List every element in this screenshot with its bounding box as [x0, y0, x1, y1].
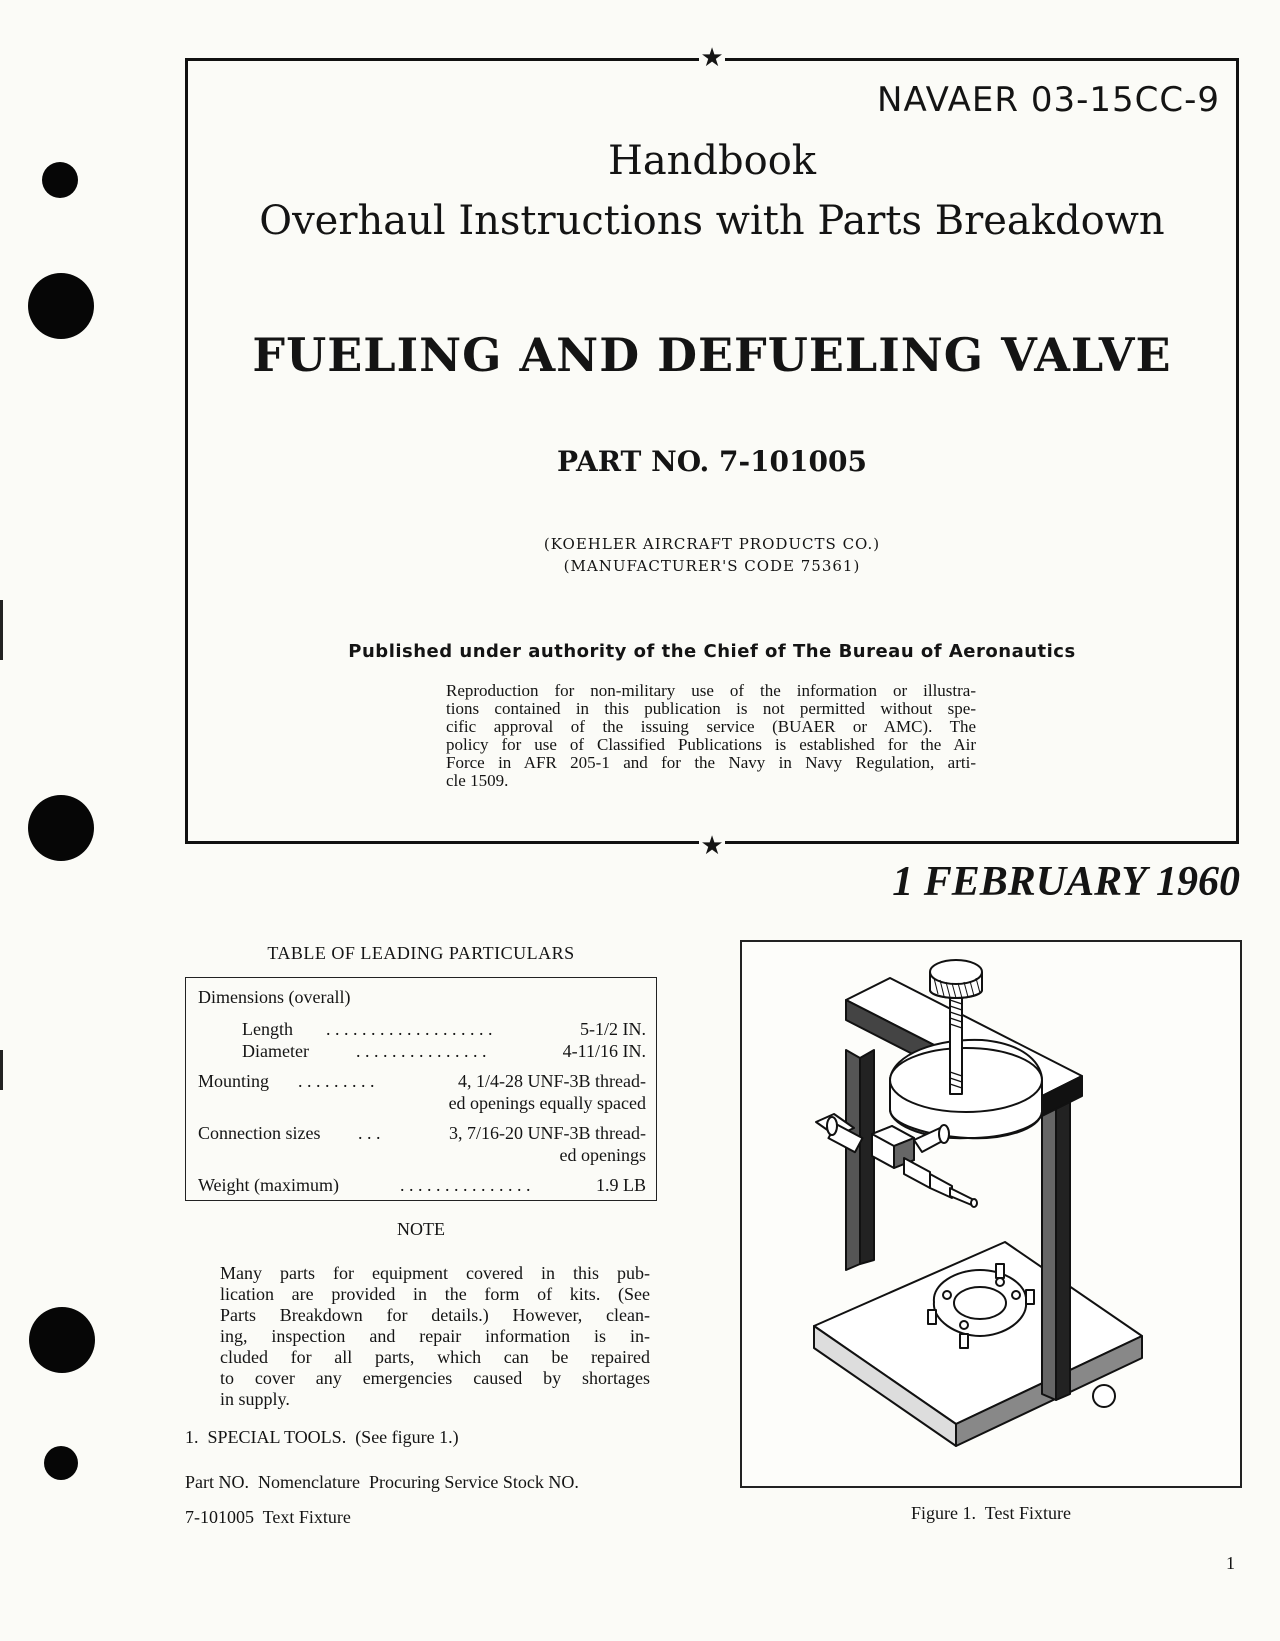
page-edge-mark [0, 1050, 3, 1090]
note-heading: NOTE [397, 1219, 445, 1239]
note-line: Many parts for equipment covered in this pub- [220, 1263, 650, 1283]
note-line: lication are provided in the form of kits. (See [220, 1284, 650, 1304]
document-title: FUELING AND DEFUELING VALVE [252, 328, 1172, 382]
binder-hole [42, 162, 78, 198]
manufacturer-name: (KOEHLER AIRCRAFT PRODUCTS CO.) [543, 535, 881, 553]
mounting-label: Mounting [198, 1071, 270, 1091]
handbook-label: Handbook [607, 138, 817, 184]
length-label: Length [242, 1019, 293, 1039]
note-line: to cover any emergencies caused by shortages [220, 1368, 650, 1388]
page-number: 1 [1226, 1553, 1235, 1573]
particulars-table [185, 977, 657, 1201]
weight-value: 1.9 LB [595, 1175, 646, 1195]
reproduction-line: policy for use of Classified Publications is established for the Air [446, 735, 976, 754]
weight-leader: . . . . . . . . . . . . . . . [400, 1175, 531, 1195]
connection-value: 3, 7/16-20 UNF-3B thread- [449, 1123, 646, 1143]
figure-frame [740, 940, 1242, 1488]
reproduction-notice [446, 682, 976, 790]
diameter-value: 4-11/16 IN. [562, 1041, 646, 1061]
special-tools-heading: 1. SPECIAL TOOLS. (See figure 1.) [185, 1427, 459, 1447]
connection-label: Connection sizes [198, 1123, 321, 1143]
connection-leader: . . . [358, 1123, 381, 1143]
document-number: NAVAER 03-15CC-9 [877, 80, 1220, 120]
note-body [220, 1263, 650, 1410]
page-edge-mark [0, 600, 3, 660]
star-icon: ★ [700, 831, 724, 861]
note-line: ing, inspection and repair information is in- [220, 1326, 650, 1346]
reproduction-line: cle 1509. [446, 771, 509, 790]
note-line: cluded for all parts, which can be repaired [220, 1347, 650, 1367]
binder-hole [29, 1307, 95, 1373]
binder-hole [28, 273, 94, 339]
note-line: Parts Breakdown for details.) However, clean- [220, 1305, 650, 1325]
particulars-heading: TABLE OF LEADING PARTICULARS [267, 943, 575, 963]
diameter-label: Diameter [242, 1041, 309, 1061]
figure-caption: Figure 1. Test Fixture [911, 1503, 1071, 1523]
length-value: 5-1/2 IN. [580, 1019, 646, 1039]
connection-value-cont: ed openings [559, 1145, 646, 1165]
part-number: PART NO. 7-101005 [557, 445, 867, 478]
manufacturer-code: (MANUFACTURER'S CODE 75361) [563, 557, 861, 575]
reproduction-line: Force in AFR 205-1 and for the Navy in Navy Regulation, arti- [446, 753, 976, 772]
special-tools-row: 7-101005 Text Fixture [185, 1507, 351, 1527]
mounting-value-cont: ed openings equally spaced [448, 1093, 646, 1113]
length-leader: . . . . . . . . . . . . . . . . . . . [326, 1019, 493, 1039]
diameter-leader: . . . . . . . . . . . . . . . [356, 1041, 487, 1061]
mounting-leader: . . . . . . . . . [298, 1071, 375, 1091]
star-icon: ★ [700, 43, 724, 73]
reproduction-line: Reproduction for non-military use of the information or illustra- [446, 681, 976, 700]
reproduction-line: cific approval of the issuing service (BUAER or AMC). The [446, 717, 976, 736]
dimensions-label: Dimensions (overall) [198, 987, 351, 1007]
mounting-value: 4, 1/4-28 UNF-3B thread- [458, 1071, 646, 1091]
weight-label: Weight (maximum) [198, 1175, 340, 1195]
special-tools-columns: Part NO. Nomenclature Procuring Service Stock NO. [185, 1472, 579, 1492]
authority-statement: Published under authority of the Chief of The Bureau of Aeronautics [348, 641, 1076, 662]
binder-hole [28, 795, 94, 861]
document-subtitle: Overhaul Instructions with Parts Breakdown [259, 198, 1165, 244]
test-fixture-illustration [742, 942, 1240, 1486]
publication-date: 1 FEBRUARY 1960 [892, 859, 1240, 905]
reproduction-line: tions contained in this publication is not permitted without spe- [446, 699, 976, 718]
note-line: in supply. [220, 1389, 290, 1409]
binder-hole [44, 1446, 78, 1480]
